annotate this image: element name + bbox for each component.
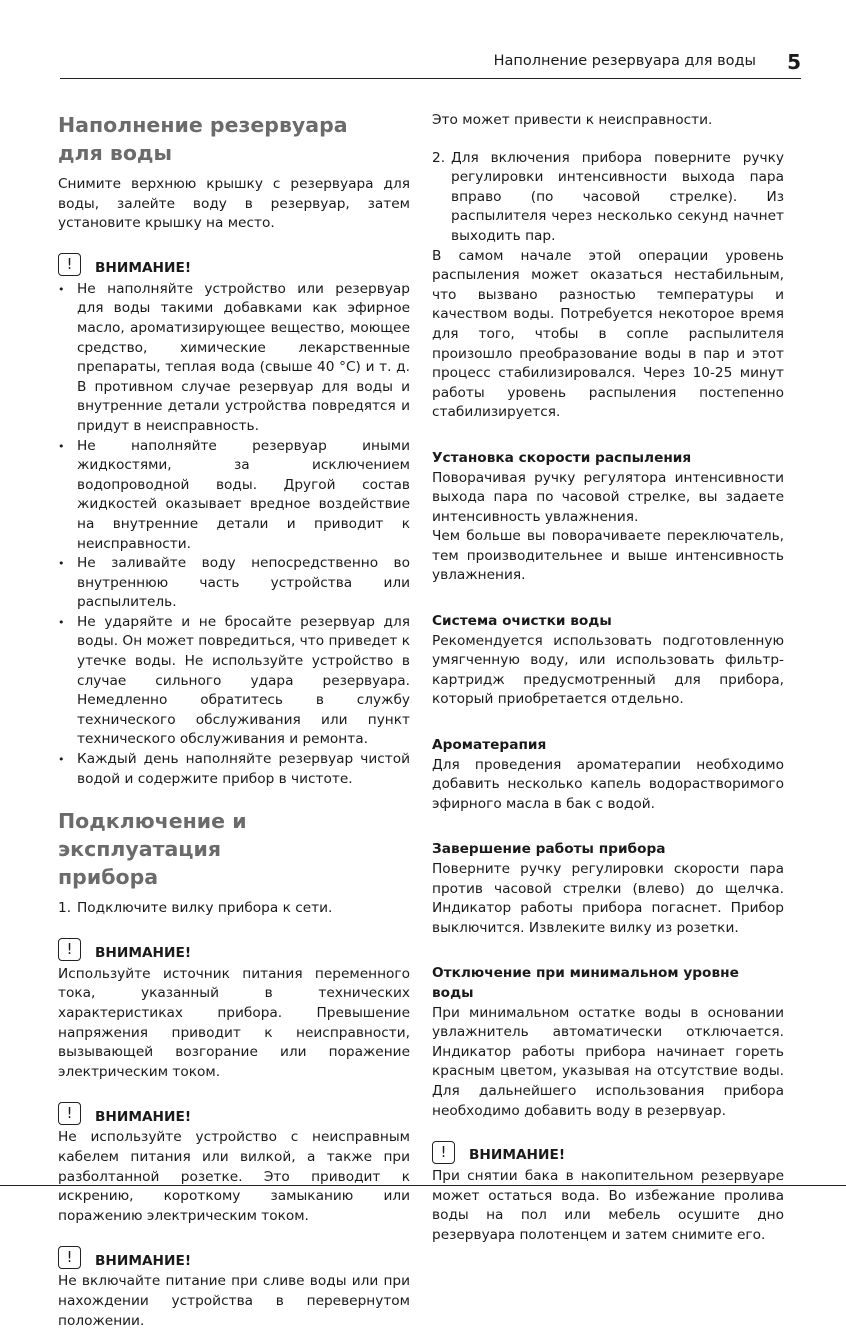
warning-label: ВНИМАНИЕ!: [95, 259, 192, 276]
list-item: • Не наполняйте устройство или резервуар для воды такими добавками как эфирное масло, ароматизирующее вещество, моющее средство, химические лекарственные препараты, теплая вода (свыше 40 °C) и т. д. В противном случае резервуар для воды и внутренние детали устройства повредятся и придут в неисправность.: [58, 280, 410, 437]
warning-block: [58, 1100, 410, 1126]
warning-text: При снятии бака в накопительном резервуаре может остаться вода. Во избежание пролива воды на пол или мебель осушите дно резервуара полотенцем и затем снимите его.: [432, 1168, 784, 1243]
warning-icon: !: [432, 1141, 455, 1164]
heading-water-filter: Система очистки воды: [432, 613, 612, 630]
water-filter-text: Рекомендуется использовать подготовленную умягченную воду, или использовать фильтр-картридж предусмотренный для прибора, который приобретается отдельно.: [432, 632, 784, 708]
spray-speed-p1: Поворачивая ручку регулятора интенсивности выхода пара по часовой стрелке, вы задаете интенсивность увлажнения.: [432, 469, 784, 525]
section-title-fill-tank: Наполнение резервуара для воды: [58, 113, 348, 165]
step-2-note: В самом начале этой операции уровень распыления может оказаться нестабильным, что вызвано разностью температуры и качеством воды. Потребуется некоторое время для того, чтобы в сопле распылителя произошло преобразование воды в пар и этот процесс стабилизировался. Через 10-25 минут работы уровень распыления постепенно стабилизируется.: [432, 247, 784, 421]
warning-label: ВНИМАНИЕ!: [95, 1252, 192, 1269]
warning-text: Не используйте устройство с неисправным кабелем питания или вилкой, а также при разболтанной розетке. Это приводит к искрению, короткому замыканию или поражению электрическим током.: [58, 1129, 410, 1224]
low-water-text: При минимальном остатке воды в основании увлажнитель автоматически отключается. Индикатор работы прибора начинает гореть красным цветом, указывая на отсутствие воды. Для дальнейшего использования прибора необходимо добавить воду в резервуар.: [432, 1004, 784, 1119]
heading-low-water: Отключение при минимальном уровне воды: [432, 965, 739, 1001]
list-item: • Не ударяйте и не бросайте резервуар для воды. Он может повредиться, что приведет к утечке воды. Не используйте устройство в случае сильного удара резервуара. Немедленно обратитесь в службу технического обслуживания или пункт технического обслуживания и ремонта.: [58, 613, 410, 750]
warning-icon: !: [58, 938, 81, 961]
footer-divider: [0, 1185, 846, 1186]
continued-text: Это может привести к неисправности.: [432, 112, 713, 128]
left-column: [58, 111, 410, 1331]
step-1: 1. Подключите вилку прибора к сети.: [58, 900, 333, 917]
aromatherapy-text: Для проведения ароматерапии необходимо добавить несколько капель водорастворимого эфирного масла в бак с водой.: [432, 756, 784, 812]
warning-icon: !: [58, 253, 81, 276]
right-column: [432, 111, 784, 1246]
warning-label: ВНИМАНИЕ!: [95, 945, 192, 962]
heading-spray-speed: Установка скорости распыления: [432, 449, 692, 466]
heading-aromatherapy: Ароматерапия: [432, 737, 547, 754]
list-item: • Каждый день наполняйте резервуар чистой водой и содержите прибор в чистоте.: [58, 750, 410, 789]
step-2: 2. Для включения прибора поверните ручку регулировки интенсивности выхода пара вправо (по часовой стрелке). Из распылителя через несколько секунд начнет выходить пар.: [432, 149, 784, 244]
warning-label: ВНИМАНИЕ!: [469, 1147, 566, 1164]
header-divider: [60, 78, 801, 79]
warning-label: ВНИМАНИЕ!: [95, 1108, 192, 1125]
section-title-connection: Подключение и эксплуатация прибора: [58, 809, 247, 890]
warning-block: [432, 1139, 784, 1165]
heading-shutdown: Завершение работы прибора: [432, 841, 666, 858]
warning-icon: !: [58, 1102, 81, 1125]
warning-icon: !: [58, 1246, 81, 1269]
fill-intro: Снимите верхнюю крышку с резервуара для воды, залейте воду в резервуар, затем установите крышку на место.: [58, 176, 410, 232]
warning-list: [58, 280, 410, 789]
shutdown-text: Поверните ручку регулировки скорости пара против часовой стрелки (влево) до щелчка. Индикатор работы прибора погаснет. Прибор выключится. Извлеките вилку из розетки.: [432, 861, 784, 936]
warning-text: Используйте источник питания переменного тока, указанный в технических характеристиках прибора. Превышение напряжения приводит к неисправности, вызывающей возгорание или поражение электрическим током.: [58, 965, 410, 1080]
warning-text: Не включайте питание при сливе воды или при нахождении устройства в перевернутом положении.: [58, 1273, 410, 1329]
page-number: 5: [787, 50, 801, 74]
list-item: • Не наполняйте резервуар иными жидкостями, за исключением водопроводной воды. Другой состав жидкостей оказывает вредное воздействие на внутренние детали и приводит к неисправности.: [58, 437, 410, 555]
warning-block: [58, 937, 410, 963]
header-title: Наполнение резервуара для воды: [493, 53, 756, 69]
list-item: • Не заливайте воду непосредственно во внутреннюю часть устройства или распылитель.: [58, 554, 410, 613]
spray-speed-p2: Чем больше вы поворачиваете переключатель, тем производительнее и выше интенсивность увлажнения.: [432, 528, 784, 584]
warning-block: [58, 1244, 410, 1270]
warning-block: [58, 252, 410, 278]
page-header: [0, 50, 846, 80]
